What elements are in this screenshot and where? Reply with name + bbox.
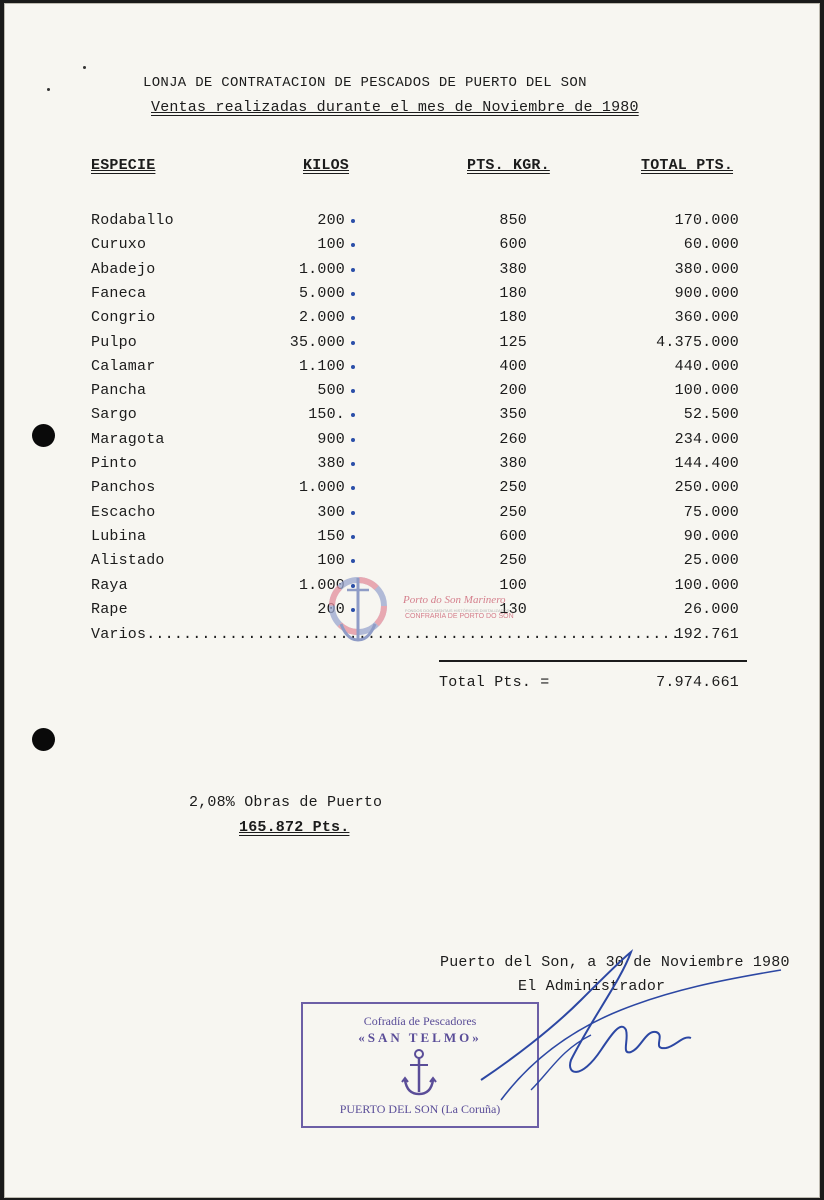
row-pts-kgr: 250: [499, 479, 527, 496]
column-header-especie: ESPECIE: [91, 157, 156, 174]
tick-mark: [351, 341, 355, 345]
tick-mark: [351, 559, 355, 563]
row-kilos: 5.000: [298, 285, 345, 302]
tick-mark: [351, 535, 355, 539]
row-especie: Maragota: [91, 431, 165, 448]
handwritten-signature: [471, 940, 791, 1110]
row-pts-kgr: 600: [499, 236, 527, 253]
row-total: 380.000: [674, 261, 739, 278]
row-pts-kgr: 380: [499, 455, 527, 472]
total-rule: [439, 660, 747, 662]
signer-title: El Administrador: [518, 978, 666, 995]
punch-hole: [32, 728, 55, 751]
tick-mark: [351, 511, 355, 515]
watermark-subtitle: FONDOS DOCUMENTAIS HISTÓRICOS DIXITALIZADOS: [405, 608, 510, 613]
row-kilos: 300: [317, 504, 345, 521]
row-especie: Faneca: [91, 285, 147, 302]
row-total: 250.000: [674, 479, 739, 496]
row-pts-kgr: 250: [499, 504, 527, 521]
anchor-icon: [401, 1048, 437, 1098]
tick-mark: [351, 316, 355, 320]
row-total: 52.500: [683, 406, 739, 423]
row-especie: Pancha: [91, 382, 147, 399]
row-total: 900.000: [674, 285, 739, 302]
tick-mark: [351, 243, 355, 247]
varios-total: 192.761: [674, 626, 739, 643]
tick-mark: [351, 365, 355, 369]
row-total: 60.000: [683, 236, 739, 253]
row-especie: Lubina: [91, 528, 147, 545]
archive-watermark: [323, 570, 538, 650]
varios-label: Varios: [91, 626, 147, 643]
row-total: 144.400: [674, 455, 739, 472]
row-pts-kgr: 125: [499, 334, 527, 351]
watermark-name: Porto do Son Marinero: [403, 594, 506, 606]
anchor-life-ring-icon: [323, 570, 393, 650]
column-header-total: TOTAL PTS.: [641, 157, 734, 174]
row-kilos: 500: [317, 382, 345, 399]
row-pts-kgr: 350: [499, 406, 527, 423]
tick-mark: [351, 462, 355, 466]
row-pts-kgr: 250: [499, 552, 527, 569]
ink-speck: [83, 66, 86, 69]
row-total: 90.000: [683, 528, 739, 545]
row-kilos: 1.000: [298, 479, 345, 496]
stamp-line-1: Cofradía de Pescadores: [363, 1014, 477, 1028]
row-total: 100.000: [674, 577, 739, 594]
row-kilos: 100: [317, 236, 345, 253]
column-header-kilos: KILOS: [303, 157, 350, 174]
grand-total-value: 7.974.661: [656, 674, 739, 691]
row-total: 25.000: [683, 552, 739, 569]
stamp-line-2: «SAN TELMO»: [358, 1030, 482, 1045]
row-especie: Panchos: [91, 479, 156, 496]
row-total: 75.000: [683, 504, 739, 521]
row-especie: Alistado: [91, 552, 165, 569]
document-page: [4, 3, 820, 1198]
row-total: 440.000: [674, 358, 739, 375]
tick-mark: [351, 486, 355, 490]
row-kilos: 200: [317, 212, 345, 229]
row-kilos: 1.000: [298, 261, 345, 278]
row-kilos: 380: [317, 455, 345, 472]
row-pts-kgr: 100: [499, 577, 527, 594]
row-total: 100.000: [674, 382, 739, 399]
row-kilos: 2.000: [298, 309, 345, 326]
watermark-org: CONFRARÍA DE PORTO DO SON: [405, 613, 514, 620]
row-especie: Rodaballo: [91, 212, 174, 229]
row-total: 26.000: [683, 601, 739, 618]
punch-hole: [32, 424, 55, 447]
row-especie: Curuxo: [91, 236, 147, 253]
leader-dots: ..........................................................: [146, 626, 680, 643]
tick-mark: [351, 292, 355, 296]
row-especie: Calamar: [91, 358, 156, 375]
tick-mark: [351, 219, 355, 223]
row-pts-kgr: 400: [499, 358, 527, 375]
stamp-line-3: PUERTO DEL SON (La Coruña): [339, 1102, 501, 1116]
column-header-pts-kgr: PTS. KGR.: [467, 157, 550, 174]
tax-amount: 165.872 Pts.: [239, 819, 350, 836]
document-title: LONJA DE CONTRATACION DE PESCADOS DE PUERTO DEL SON: [143, 75, 587, 91]
row-pts-kgr: 380: [499, 261, 527, 278]
row-especie: Congrio: [91, 309, 156, 326]
row-pts-kgr: 180: [499, 285, 527, 302]
row-kilos: 150.: [308, 406, 345, 423]
row-pts-kgr: 850: [499, 212, 527, 229]
row-total: 4.375.000: [656, 334, 739, 351]
row-kilos: 200: [317, 601, 345, 618]
row-especie: Abadejo: [91, 261, 156, 278]
row-kilos: 900: [317, 431, 345, 448]
tick-mark: [351, 389, 355, 393]
grand-total-label: Total Pts. =: [439, 674, 550, 691]
tick-mark: [351, 268, 355, 272]
row-especie: Escacho: [91, 504, 156, 521]
row-total: 170.000: [674, 212, 739, 229]
row-especie: Rape: [91, 601, 128, 618]
row-especie: Raya: [91, 577, 128, 594]
row-kilos: 100: [317, 552, 345, 569]
row-kilos: 1.000: [298, 577, 345, 594]
row-kilos: 35.000: [289, 334, 345, 351]
tick-mark: [351, 438, 355, 442]
tick-mark: [351, 413, 355, 417]
row-kilos: 150: [317, 528, 345, 545]
row-pts-kgr: 180: [499, 309, 527, 326]
row-kilos: 1.100: [298, 358, 345, 375]
tax-line: 2,08% Obras de Puerto: [189, 794, 383, 811]
row-total: 360.000: [674, 309, 739, 326]
row-especie: Pinto: [91, 455, 138, 472]
row-total: 234.000: [674, 431, 739, 448]
row-pts-kgr: 260: [499, 431, 527, 448]
row-pts-kgr: 600: [499, 528, 527, 545]
document-subtitle: Ventas realizadas durante el mes de Noviembre de 1980: [151, 99, 639, 116]
row-especie: Sargo: [91, 406, 138, 423]
row-pts-kgr: 200: [499, 382, 527, 399]
place-date: Puerto del Son, a 30 de Noviembre 1980: [440, 954, 790, 971]
row-especie: Pulpo: [91, 334, 138, 351]
row-pts-kgr: 130: [499, 601, 527, 618]
ink-speck: [47, 88, 50, 91]
